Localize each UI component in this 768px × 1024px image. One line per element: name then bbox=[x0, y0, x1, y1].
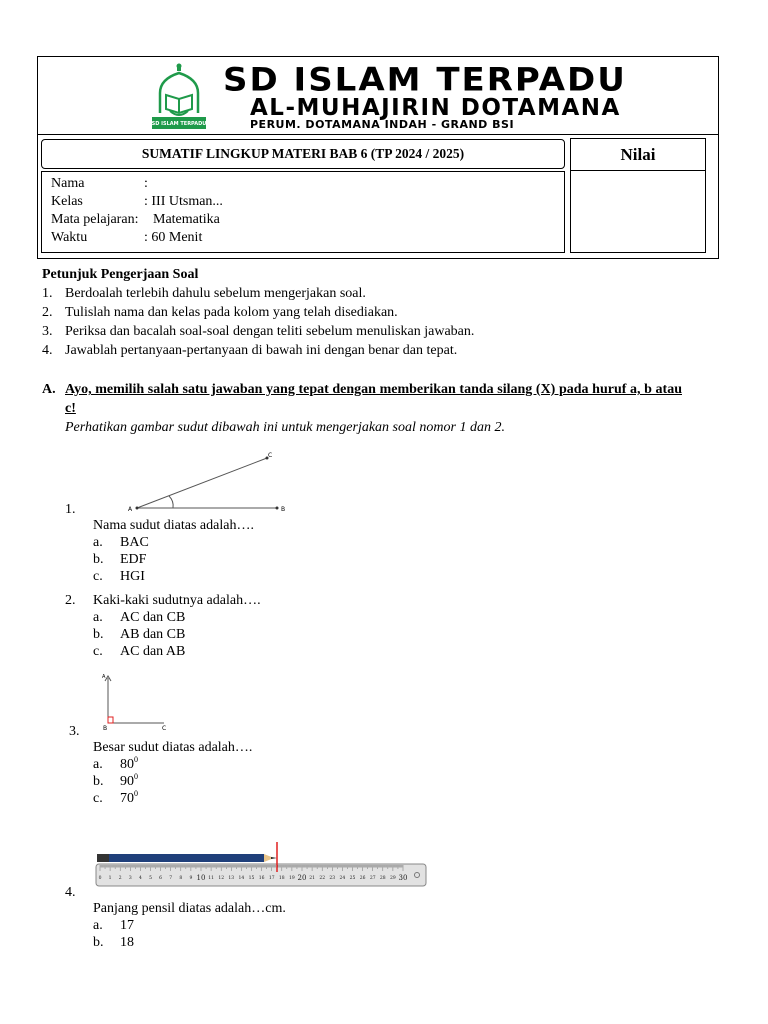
info-label: Nama bbox=[51, 176, 85, 191]
question-text: Kaki-kaki sudutnya adalah…. bbox=[93, 593, 261, 608]
ruler-number: 14 bbox=[238, 876, 245, 881]
vertex-label-a: A bbox=[128, 506, 133, 513]
instruction-text: Periksa dan bacalah soal-soal dengan teliti sebelum menuliskan jawaban. bbox=[65, 324, 475, 339]
ruler-number: 8 bbox=[179, 876, 183, 881]
ruler-number: 23 bbox=[329, 876, 336, 881]
option-text: 18 bbox=[120, 935, 134, 950]
ruler-number: 2 bbox=[118, 876, 122, 881]
option-letter: b. bbox=[93, 627, 104, 642]
ruler-number: 13 bbox=[228, 876, 235, 881]
ruler-number: 22 bbox=[319, 876, 326, 881]
option-text: 90 bbox=[120, 774, 134, 789]
answer-option[interactable] bbox=[93, 568, 254, 585]
info-row-name bbox=[51, 175, 564, 193]
info-value: : III Utsman... bbox=[144, 194, 223, 209]
instruction-item bbox=[42, 341, 682, 360]
section-a bbox=[42, 380, 682, 437]
ruler-number: 25 bbox=[349, 876, 356, 881]
ruler-number: 20 bbox=[297, 874, 307, 882]
option-letter: a. bbox=[93, 918, 103, 933]
info-row-time bbox=[51, 229, 564, 247]
answer-option[interactable] bbox=[93, 917, 286, 934]
instruction-text: Jawablah pertanyaan-pertanyaan di bawah ini dengan benar dan tepat. bbox=[65, 343, 458, 358]
instruction-item bbox=[42, 303, 682, 322]
degree-mark: 0 bbox=[134, 772, 138, 781]
option-letter: c. bbox=[93, 644, 103, 659]
option-letter: a. bbox=[93, 610, 103, 625]
answer-option[interactable] bbox=[93, 773, 252, 790]
option-text: 70 bbox=[120, 791, 134, 806]
question-4 bbox=[65, 884, 286, 951]
ruler-number: 19 bbox=[289, 876, 295, 881]
info-value: : bbox=[144, 176, 148, 191]
info-label: Kelas bbox=[51, 194, 83, 209]
vertex-label-a: A bbox=[102, 674, 106, 680]
option-text: EDF bbox=[120, 552, 147, 567]
option-letter: a. bbox=[93, 535, 103, 550]
instruction-number: 2. bbox=[42, 305, 53, 320]
ruler-number: 24 bbox=[339, 876, 346, 881]
ruler-number: 26 bbox=[359, 876, 366, 881]
school-subname: AL-MUHAJIRIN DOTAMANA bbox=[250, 95, 621, 121]
info-value: Matematika bbox=[153, 212, 220, 227]
ruler-number: 11 bbox=[208, 876, 214, 881]
answer-option[interactable] bbox=[93, 626, 261, 643]
vertex-label-b: B bbox=[281, 506, 286, 513]
logo-text: SD ISLAM TERPADU bbox=[151, 121, 207, 127]
option-text: 80 bbox=[120, 757, 134, 772]
ruler-number: 4 bbox=[138, 876, 142, 881]
student-info bbox=[41, 171, 565, 253]
school-address: PERUM. DOTAMANA INDAH - GRAND BSI bbox=[250, 118, 515, 131]
exam-title: SUMATIF LINGKUP MATERI BAB 6 (TP 2024 / 2025) bbox=[41, 139, 565, 169]
answer-option[interactable] bbox=[93, 790, 252, 807]
instruction-number: 3. bbox=[42, 324, 53, 339]
info-row-subject bbox=[51, 211, 564, 229]
info-label: Waktu bbox=[51, 230, 88, 245]
question-number: 3. bbox=[69, 724, 80, 739]
info-label: Mata pelajaran: bbox=[51, 212, 139, 227]
question-text: Besar sudut diatas adalah…. bbox=[93, 740, 253, 755]
instruction-number: 4. bbox=[42, 343, 53, 358]
ruler-number: 28 bbox=[379, 876, 386, 881]
ruler-number: 15 bbox=[248, 876, 255, 881]
question-3 bbox=[69, 723, 252, 807]
option-text: HGI bbox=[120, 569, 145, 584]
option-letter: c. bbox=[93, 569, 103, 584]
answer-option[interactable] bbox=[93, 609, 261, 626]
answer-option[interactable] bbox=[93, 756, 252, 773]
option-text: BAC bbox=[120, 535, 149, 550]
instruction-item bbox=[42, 322, 682, 341]
vertex-label-c: C bbox=[268, 452, 273, 459]
question-text: Panjang pensil diatas adalah…cm. bbox=[93, 901, 286, 916]
school-logo bbox=[146, 63, 212, 131]
vertex-label-c: C bbox=[162, 725, 167, 732]
answer-option[interactable] bbox=[93, 934, 286, 951]
score-label: Nilai bbox=[570, 138, 706, 171]
answer-option[interactable] bbox=[93, 643, 261, 660]
ruler-number: 9 bbox=[189, 876, 193, 881]
school-banner bbox=[38, 57, 718, 135]
instruction-number: 1. bbox=[42, 286, 53, 301]
ruler-number: 21 bbox=[309, 876, 315, 881]
section-letter: A. bbox=[42, 382, 56, 397]
instructions bbox=[42, 265, 682, 360]
option-text: AC dan CB bbox=[120, 610, 186, 625]
option-letter: a. bbox=[93, 757, 103, 772]
question-text: Nama sudut diatas adalah…. bbox=[93, 518, 254, 533]
ruler-number: 7 bbox=[169, 876, 173, 881]
degree-mark: 0 bbox=[134, 755, 138, 764]
pencil-icon bbox=[97, 854, 277, 862]
question-number: 1. bbox=[65, 502, 76, 517]
ruler-number: 0 bbox=[98, 876, 102, 881]
instruction-text: Tulislah nama dan kelas pada kolom yang telah disediakan. bbox=[65, 305, 398, 320]
vertex-label-b: B bbox=[103, 725, 108, 732]
option-letter: c. bbox=[93, 791, 103, 806]
section-heading: Ayo, memilih salah satu jawaban yang tepat dengan memberikan tanda silang (X) pada huruf a, b atau c! bbox=[65, 382, 682, 416]
question-number: 4. bbox=[65, 885, 76, 900]
ruler-number: 5 bbox=[149, 876, 152, 881]
option-text: AB dan CB bbox=[120, 627, 186, 642]
ruler-number: 6 bbox=[159, 876, 163, 881]
option-letter: b. bbox=[93, 774, 104, 789]
ruler-number: 1 bbox=[108, 876, 112, 881]
option-text: 17 bbox=[120, 918, 134, 933]
ruler-number: 3 bbox=[128, 876, 132, 881]
info-row-class bbox=[51, 193, 564, 211]
ruler-number: 29 bbox=[390, 876, 396, 881]
question-number: 2. bbox=[65, 593, 76, 608]
ruler-number: 30 bbox=[398, 874, 408, 882]
question-1 bbox=[65, 501, 254, 585]
ruler-number: 10 bbox=[196, 874, 206, 882]
ruler-number: 17 bbox=[268, 876, 275, 881]
score-field[interactable] bbox=[570, 171, 706, 253]
ruler-number: 12 bbox=[218, 876, 225, 881]
exam-header bbox=[37, 56, 719, 259]
info-value: : 60 Menit bbox=[144, 230, 203, 245]
degree-mark: 0 bbox=[134, 789, 138, 798]
option-text: AC dan AB bbox=[120, 644, 186, 659]
ruler-number: 16 bbox=[258, 876, 265, 881]
section-note: Perhatikan gambar sudut dibawah ini untuk mengerjakan soal nomor 1 dan 2. bbox=[65, 420, 505, 435]
answer-option[interactable] bbox=[93, 551, 254, 568]
ruler-number: 18 bbox=[278, 876, 285, 881]
option-letter: b. bbox=[93, 935, 104, 950]
school-name: SD ISLAM TERPADU bbox=[223, 61, 627, 99]
instructions-title: Petunjuk Pengerjaan Soal bbox=[42, 267, 199, 282]
question-2 bbox=[65, 592, 261, 660]
option-letter: b. bbox=[93, 552, 104, 567]
instruction-text: Berdoalah terlebih dahulu sebelum mengerjakan soal. bbox=[65, 286, 366, 301]
ruler-number: 27 bbox=[369, 876, 376, 881]
instruction-item bbox=[42, 284, 682, 303]
answer-option[interactable] bbox=[93, 534, 254, 551]
